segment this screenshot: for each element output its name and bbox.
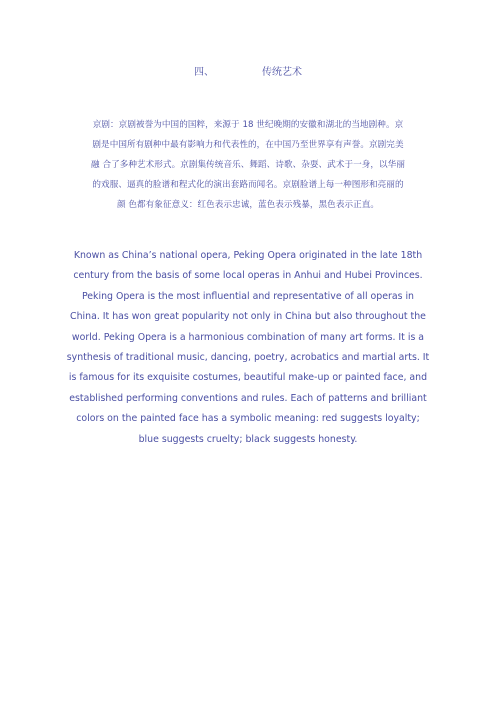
english-paragraph-line: Known as China’s national opera, Peking Opera originated in the late 18th <box>73 250 423 261</box>
english-paragraph-line: colors on the painted face has a symbolic meaning: red suggests loyalty; <box>76 413 420 425</box>
chinese-paragraph-line: 剧是中国所有剧种中最有影响力和代表性的，在中国乃至世界享有声誉。京剧完美 <box>92 140 404 150</box>
english-paragraph-line: world. Peking Opera is a harmonious combination of many art forms. It is a <box>71 331 425 343</box>
chinese-paragraph-line: 颜 色都有象征意义：红色表示忠诚，蓝色表示残暴，黑色表示正直。 <box>116 200 380 210</box>
english-paragraph-line: Peking Opera is the most influential and representative of all operas in <box>81 290 415 302</box>
english-paragraph <box>60 246 436 450</box>
chinese-paragraph-line: 融 合了多种艺术形式。京剧集传统音乐、舞蹈、诗歌、杂耍、武术于一身，以华丽 <box>91 160 405 170</box>
english-paragraph-line: blue suggests cruelty; black suggests honesty. <box>138 433 358 445</box>
english-paragraph-line: century from the basis of some local operas in Anhui and Hubei Provinces. <box>73 270 423 282</box>
english-paragraph-line: China. It has won great popularity not only in China but also throughout the <box>70 311 426 323</box>
chinese-paragraph-line: 的戏服、逼真的脸谱和程式化的演出套路而闻名。京剧脸谱上每一种图形和亮丽的 <box>92 180 404 190</box>
english-paragraph-line: established performing conventions and rules. Each of patterns and brilliant <box>69 392 427 404</box>
english-paragraph-line: is famous for its exquisite costumes, beautiful make-up or painted face, and <box>68 372 428 384</box>
chinese-paragraph <box>72 115 424 215</box>
section-number: 四、 <box>194 67 214 78</box>
section-title: 传统艺术 <box>262 67 302 78</box>
section-heading <box>0 66 496 80</box>
chinese-paragraph-line: 京剧：京剧被誉为中国的国粹，来源于 18 世纪晚期的安徽和湖北的当地剧种。京 <box>92 120 404 130</box>
english-paragraph-line: synthesis of traditional music, dancing, poetry, acrobatics and martial arts. It <box>66 352 430 364</box>
